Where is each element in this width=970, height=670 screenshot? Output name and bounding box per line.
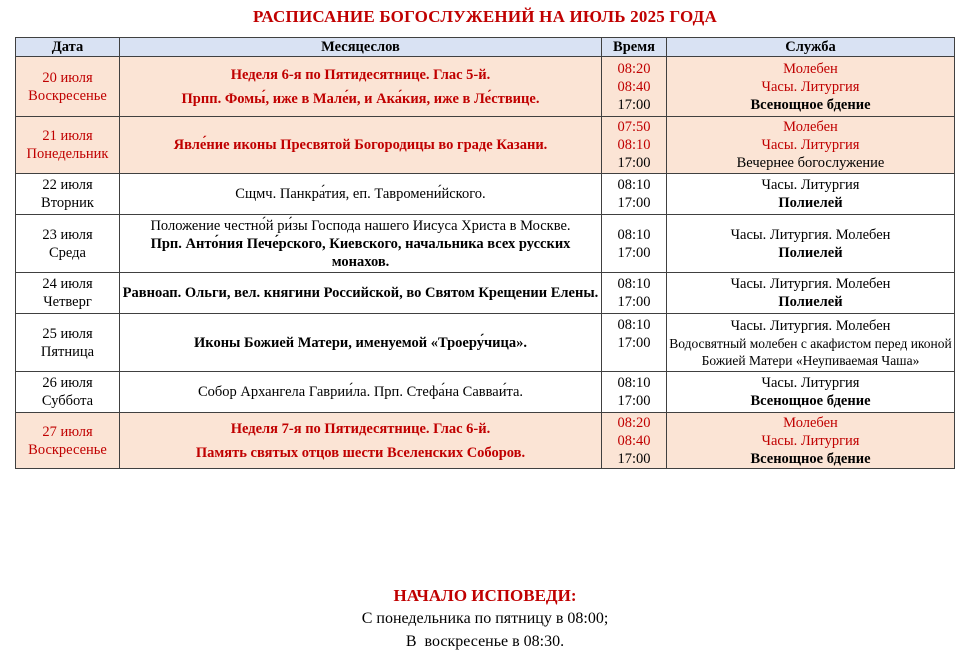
date-cell (16, 215, 120, 273)
time: 17:00 (617, 155, 651, 171)
header-menologion: Месяцеслов (120, 38, 602, 57)
saints-cell (120, 372, 602, 413)
times-cell (602, 372, 667, 413)
confession-weekdays: С понедельника по пятницу в 08:00; (361, 610, 609, 627)
header-service: Служба (667, 38, 955, 57)
time: 08:10 (617, 316, 651, 333)
table-row (16, 314, 955, 372)
confession-sunday: В воскресенье в 08:30. (405, 633, 565, 650)
services-cell (667, 372, 955, 413)
times-cell (602, 57, 667, 117)
saint-line: Неделя 6-я по Пятидесятнице. Глас 5-й. (230, 66, 491, 83)
saints-cell (120, 413, 602, 469)
service: Молебен (783, 60, 838, 77)
services-cell (667, 117, 955, 174)
header-date: Дата (16, 38, 120, 57)
time: 17:00 (617, 96, 651, 113)
date-cell (16, 314, 120, 372)
table-row (16, 57, 955, 117)
table-row (16, 215, 955, 273)
times-cell (602, 215, 667, 273)
time: 08:20 (617, 414, 651, 431)
date-cell (16, 57, 120, 117)
time: 17:00 (617, 393, 651, 409)
saint-line: Сщмч. Панкра́тия, еп. Тавромени́йского. (235, 186, 486, 202)
service: Всенощное бдение (750, 393, 871, 409)
weekday: Воскресенье (28, 87, 107, 104)
confession-notice (0, 584, 970, 653)
table-row (16, 117, 955, 174)
service: Часы. Литургия (761, 137, 860, 153)
service: Полиелей (778, 294, 843, 310)
time: 08:10 (617, 177, 651, 193)
service: Всенощное бдение (750, 450, 871, 467)
service: Полиелей (778, 195, 843, 211)
services-cell (667, 215, 955, 273)
table-row (16, 273, 955, 314)
header-time: Время (602, 38, 667, 57)
saint-line: Иконы Божией Матери, именуемой «Троеру́чица». (194, 334, 527, 351)
weekday: Четверг (43, 294, 92, 310)
saint-line: Равноап. Ольги, вел. княгини Российской, во Святом Крещении Елены. (122, 285, 599, 301)
service: Часы. Литургия (761, 432, 860, 449)
date-cell (16, 174, 120, 215)
time: 08:40 (617, 432, 651, 449)
weekday: Среда (49, 244, 86, 261)
time: 17:00 (617, 294, 651, 310)
time: 08:10 (617, 276, 651, 292)
time: 08:10 (617, 375, 651, 391)
services-cell (667, 174, 955, 215)
page-title: РАСПИСАНИЕ БОГОСЛУЖЕНИЙ НА ИЮЛЬ 2025 ГОДА (253, 7, 717, 26)
saint-line: Неделя 7-я по Пятидесятнице. Глас 6-й. (230, 420, 491, 437)
service: Часы. Литургия (761, 78, 860, 95)
saints-cell (120, 57, 602, 117)
times-cell (602, 117, 667, 174)
weekday: Вторник (41, 195, 94, 211)
table-row (16, 372, 955, 413)
service: Часы. Литургия (761, 375, 860, 391)
table-header-row (16, 38, 955, 57)
service: Часы. Литургия. Молебен (730, 226, 891, 243)
service: Часы. Литургия (761, 177, 860, 193)
saints-cell (120, 273, 602, 314)
date: 20 июля (42, 69, 93, 86)
date-cell (16, 413, 120, 469)
date-cell (16, 273, 120, 314)
date-cell (16, 117, 120, 174)
date-cell (16, 372, 120, 413)
saints-cell (120, 314, 602, 372)
date: 24 июля (42, 276, 93, 292)
saint-line: Собор Архангела Гаврии́ла. Прп. Стефа́на Савваи́та. (197, 384, 524, 400)
date: 25 июля (42, 325, 93, 342)
services-cell (667, 314, 955, 372)
time: 07:50 (617, 119, 651, 135)
weekday: Воскресенье (28, 441, 107, 458)
services-cell (667, 57, 955, 117)
saint-line: Память святых отцов шести Вселенских Соборов. (195, 444, 526, 461)
service: Водосвятный молебен с акафистом перед иконой Божией Матери «Неупиваемая Чаша» (669, 335, 952, 368)
times-cell (602, 174, 667, 215)
saint-line: Явле́ние иконы Пресвятой Богородицы во граде Казани. (173, 137, 548, 153)
table-row (16, 413, 955, 469)
date: 21 июля (42, 128, 93, 144)
saint-line: Прп. Анто́ния Пече́рского, Киевского, начальника всех русских монахов. (150, 235, 571, 270)
time: 17:00 (617, 195, 651, 211)
services-cell (667, 273, 955, 314)
service: Часы. Литургия. Молебен (730, 317, 891, 334)
weekday: Понедельник (26, 146, 109, 162)
times-cell (602, 314, 667, 372)
confession-heading: НАЧАЛО ИСПОВЕДИ: (393, 586, 577, 605)
time: 08:10 (617, 226, 651, 243)
service: Молебен (783, 414, 838, 431)
schedule-table (15, 37, 955, 469)
service: Часы. Литургия. Молебен (730, 276, 891, 292)
service: Полиелей (778, 244, 843, 261)
service: Вечернее богослужение (736, 155, 885, 171)
weekday: Пятница (40, 343, 95, 360)
time: 08:40 (617, 78, 651, 95)
date: 23 июля (42, 226, 93, 243)
time: 08:10 (617, 137, 651, 153)
saints-cell (120, 215, 602, 273)
table-row (16, 174, 955, 215)
saints-cell (120, 117, 602, 174)
service: Молебен (783, 119, 838, 135)
weekday: Суббота (41, 393, 94, 409)
date: 22 июля (42, 177, 93, 193)
saint-line: Положение честно́й ри́зы Господа нашего Иисуса Христа в Москве. (150, 217, 571, 234)
service: Всенощное бдение (750, 96, 871, 113)
time: 17:00 (617, 244, 651, 261)
saint-line: Прпп. Фомы́, иже в Мале́и, и Ака́кия, иже в Ле́ствице. (181, 90, 540, 107)
date: 27 июля (42, 423, 93, 440)
saints-cell (120, 174, 602, 215)
times-cell (602, 413, 667, 469)
services-cell (667, 413, 955, 469)
time: 08:20 (617, 60, 651, 77)
times-cell (602, 273, 667, 314)
date: 26 июля (42, 375, 93, 391)
time: 17:00 (617, 450, 651, 467)
time: 17:00 (617, 334, 651, 351)
